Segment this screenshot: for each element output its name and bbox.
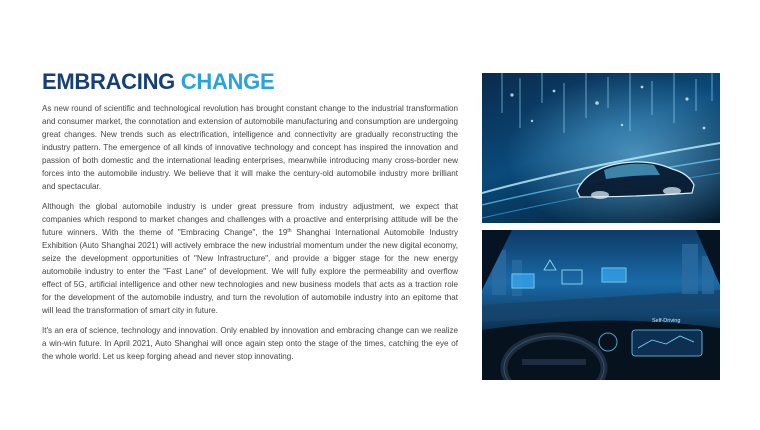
- paragraph-3: It's an era of science, technology and innovation. Only enabled by innovation and embracing change can we realize a win-win future. In April 2021, Auto Shanghai will once again step onto the stage of the times, catching the eye of the whole world. Let us keep forging ahead and never stop innovating.: [42, 326, 458, 361]
- ordinal-suffix: th: [287, 228, 292, 234]
- title-word-embracing: EMBRACING: [42, 69, 175, 94]
- futuristic-car-image: [482, 73, 720, 223]
- autonomous-cockpit-image: [482, 230, 720, 380]
- page-title: [42, 69, 274, 95]
- paragraph-2-text-b: Shanghai International Automobile Industry Exhibition (Auto Shanghai 2021) will actively embrace the new industrial momentum under the new digital economy, seize the development opportunities of "New Infrastructure", and provide a bigger stage for the new energy automobile industry to enter the "Fast Lane" of development. We will fully explore the permeability and overflow effect of 5G, artificial intelligence and other new technologies and new business models that acts as a traction role for the development of the automobile industry, and turn the revolution of automobile industry into an epitome that will lead the transformation of smart city in future.: [42, 228, 458, 315]
- paragraph-2-text-a: Although the global automobile industry is under great pressure from industry adjustment, we expect that companies which respond to market changes and challenges with a proactive and enterprising attitude will be the future winners. With the theme of "Embracing Change", the 19: [42, 202, 458, 237]
- futuristic-car-illustration: [482, 73, 720, 223]
- paragraph-1: As new round of scientific and technological revolution has brought constant change to the industrial transformation and consumer market, the connotation and extension of automobile manufacturing and consumption are undergoing great changes. New trends such as electrification, intelligence and connectivity are gradually reconstructing the industry pattern. The emergence of all kinds of innovative technology and concept has inspired the innovation and passion of both domestic and the international leading enterprises, meanwhile introducing many cross-border new forces into the automobile industry. We believe that it will make the century-old automobile industry more brilliant and spectacular.: [42, 104, 458, 191]
- article-body: [42, 102, 458, 370]
- cockpit-illustration: [482, 230, 720, 380]
- self-driving-hud-label: Self-Driving: [652, 318, 681, 324]
- paragraph-2: [42, 200, 458, 317]
- title-word-change: CHANGE: [180, 69, 275, 94]
